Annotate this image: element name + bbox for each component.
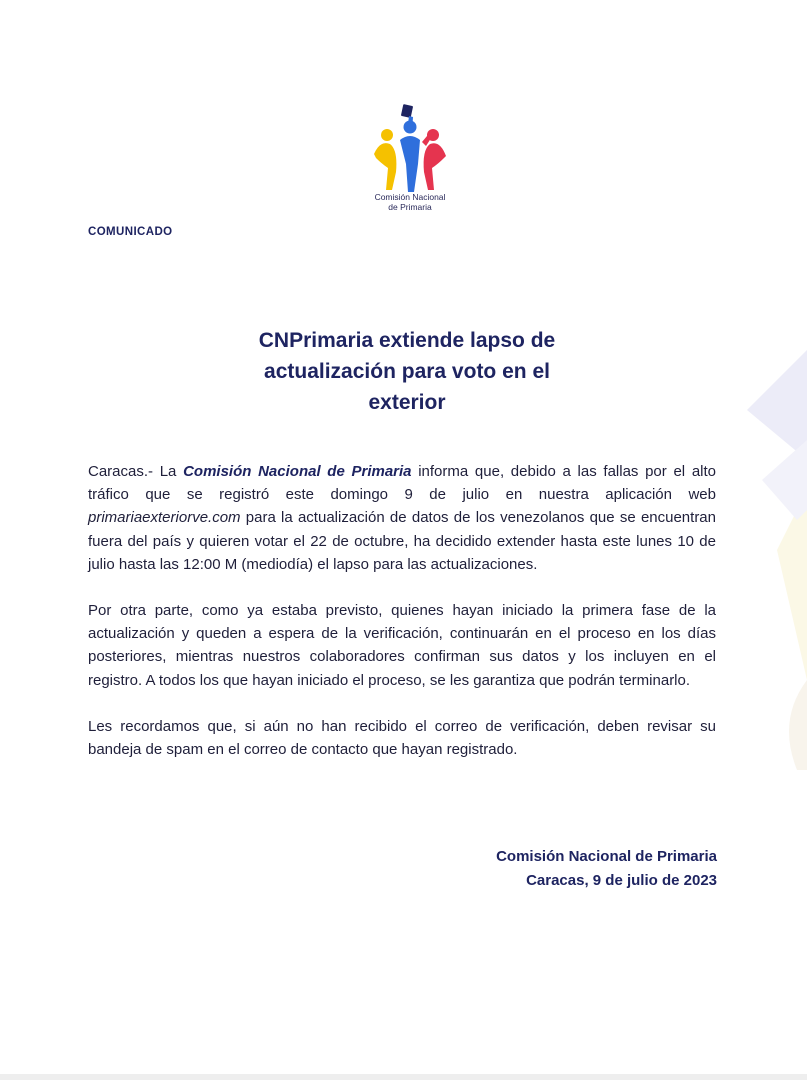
title-line-2: actualización para voto en el [264,360,550,383]
signature-org: Comisión Nacional de Primaria [496,848,717,865]
p1-part-1: Caracas.- La [88,463,184,480]
paragraph-3: Les recordamos que, si aún no han recibido el correo de verificación, deben revisar su bandeja de spam en el correo de contacto que hayan registrado. [88,717,716,759]
signature-date: Caracas, 9 de julio de 2023 [526,871,717,889]
p1-part-3: para la actualización de datos de los venezolanos que se encuentran fuera del país y quieren votar el 22 de octubre, ha decidido extender hasta este lunes 10 de julio hasta las 12:00 M (mediodía) el lapso para las actualizaciones. [88,509,716,573]
logo-caption [358,192,462,212]
signature [496,845,717,892]
body-text [88,460,716,784]
title-line-1: CNPrimaria extiende lapso de [258,329,556,352]
bottom-divider [0,1074,807,1080]
logo-caption-line-1: Comisión Nacional [374,192,446,202]
watermark-graphic [737,350,807,770]
website-link[interactable]: primariaexteriorve.com [88,509,241,527]
paragraph-2: Por otra parte, como ya estaba previsto, quienes hayan iniciado la primera fase de la actualización y queden a espera de la verificación, continuarán en el proceso en los días posteriores, mientras nuestros colaboradores confirman sus datos y los incluyen en el registro. A todos los que hayan iniciado el proceso, se les garantiza que podrán terminarlo. [88,602,716,689]
logo-caption-line-2: de Primaria [388,202,432,212]
org-name: Comisión Nacional de Primaria [183,463,412,480]
title-line-3: exterior [368,391,446,414]
kicker-label: COMUNICADO [88,226,173,238]
p1-part-2: informa que, debido a las fallas por el alto tráfico que se registró este domingo 9 de julio en nuestra aplicación web [88,463,716,504]
page-title [200,325,614,418]
paragraph-1 [88,460,716,576]
